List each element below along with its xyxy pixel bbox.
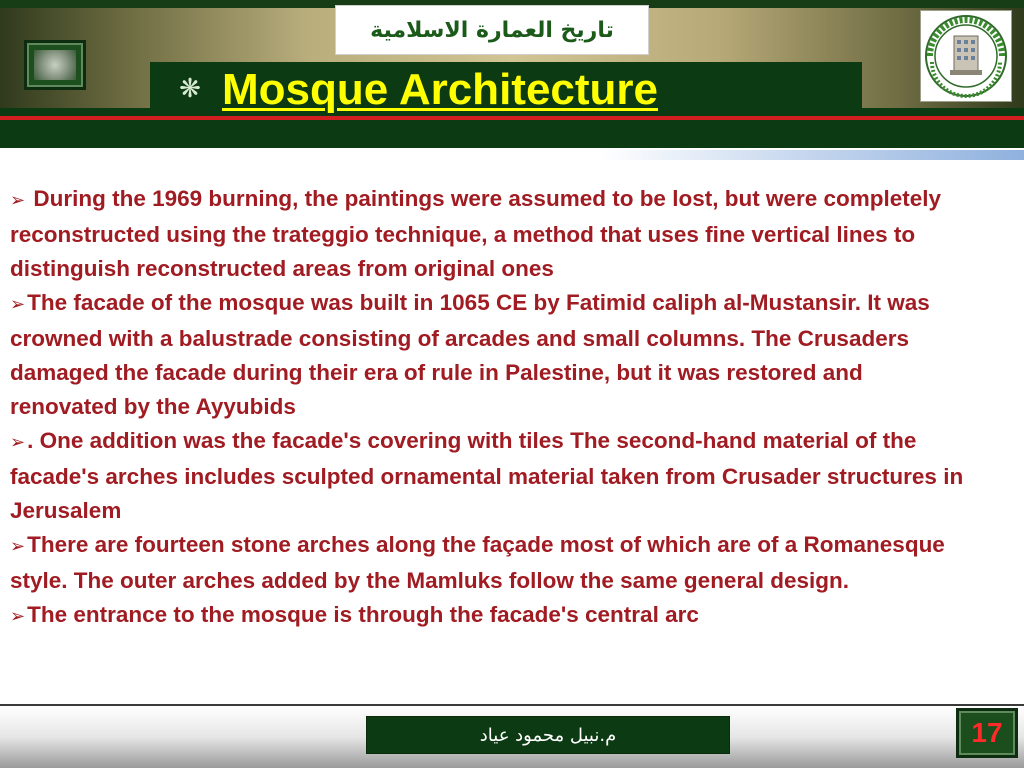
arrow-bullet-icon: ➢	[10, 536, 26, 557]
arrow-bullet-icon: ➢	[10, 432, 26, 453]
author-name: م.نبيل محمود عياد	[479, 724, 617, 746]
bullet-paragraph	[10, 598, 970, 634]
page-number: 17	[971, 717, 1003, 748]
page-number-badge[interactable]	[956, 708, 1018, 758]
course-title: تاريخ العمارة الاسلامية	[370, 17, 614, 43]
paragraph-text: During the 1969 burning, the paintings were assumed to be lost, but were completely reconstructed using the trateggio technique, a method that uses fine vertical lines to distinguish reconstructed areas from original ones	[10, 186, 942, 281]
paragraph-text: The entrance to the mosque is through the facade's central arc	[27, 602, 699, 627]
slide-body	[10, 182, 970, 634]
nav-square-button[interactable]	[24, 40, 86, 90]
paragraph-text: The facade of the mosque was built in 1065 CE by Fatimid caliph al-Mustansir. It was crowned with a balustrade consisting of arcades and small columns. The Crusaders damaged the facade during their era of rule in Palestine, but it was restored and renovated by the Ayyubids	[10, 290, 930, 419]
square-button-face	[34, 50, 76, 80]
author-box	[366, 716, 730, 754]
arrow-bullet-icon: ➢	[10, 190, 26, 211]
bullet-paragraph	[10, 286, 970, 424]
paragraph-text: There are fourteen stone arches along the façade most of which are of a Romanesque style. The outer arches added by the Mamluks follow the same general design.	[10, 532, 945, 593]
arrow-bullet-icon: ➢	[10, 606, 26, 627]
university-logo	[920, 10, 1012, 102]
accent-stripe	[600, 150, 1024, 160]
course-title-box	[335, 5, 649, 55]
snowflake-flower-icon: ❋	[179, 73, 201, 103]
bullet-paragraph	[10, 528, 970, 598]
paragraph-text: . One addition was the facade's covering with tiles The second-hand material of the facade's arches includes sculpted ornamental material taken from Crusader structures in Jerusalem	[10, 428, 964, 523]
header-red-divider	[0, 116, 1024, 120]
university-seal-icon	[924, 14, 1008, 98]
bullet-paragraph	[10, 424, 970, 528]
slide-title: Mosque Architecture	[222, 65, 659, 114]
bullet-paragraph	[10, 182, 970, 286]
arrow-bullet-icon: ➢	[10, 294, 26, 315]
